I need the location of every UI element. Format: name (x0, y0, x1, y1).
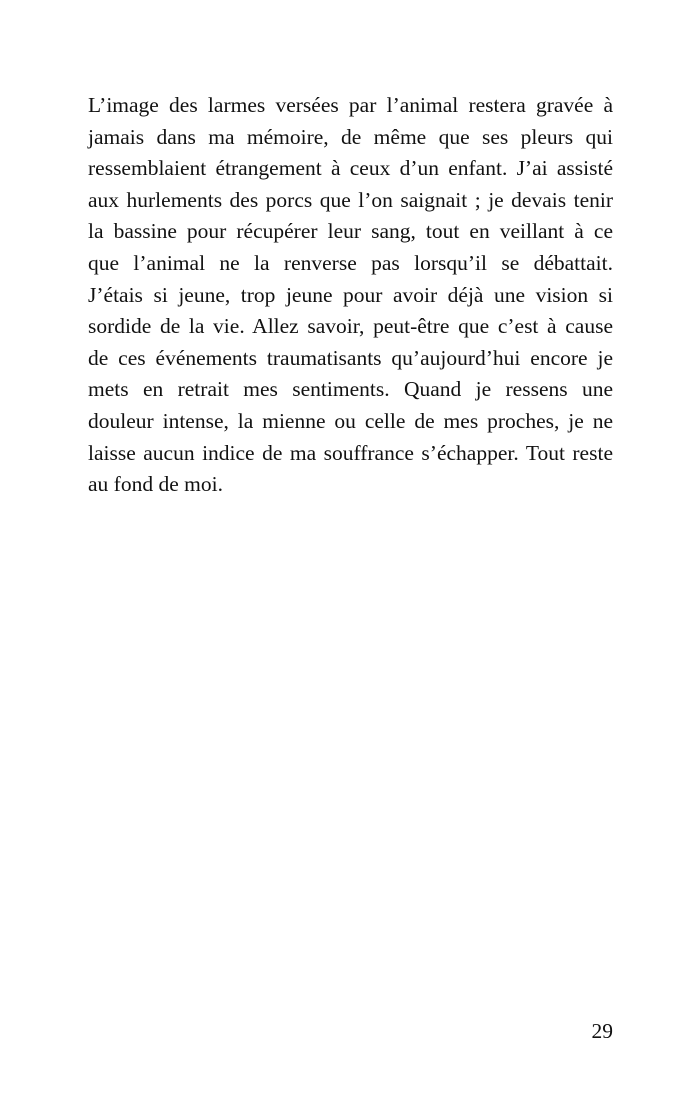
text-line: L’image des larmes versées par l’animal restera gravée à (88, 93, 613, 117)
text-line: laisse aucun indice de ma souffrance s’échapper. Tout reste (88, 440, 613, 465)
text-line: que l’animal ne la renverse pas lorsqu’il se débattait. (88, 250, 613, 275)
text-line: la bassine pour récupérer leur sang, tout en veillant à ce (88, 219, 613, 244)
body-text (88, 90, 613, 501)
text-line: jamais dans ma mémoire, de même que ses pleurs qui (88, 124, 613, 149)
text-line: ressemblaient étrangement à ceux d’un enfant. J’ai assisté (88, 156, 613, 181)
text-line: sordide de la vie. Allez savoir, peut-être que c’est à cause (88, 314, 613, 339)
text-line: aux hurlements des porcs que l’on saignait ; je devais tenir (88, 187, 613, 212)
text-line-last: au fond de moi. (88, 472, 223, 497)
text-line: mets en retrait mes sentiments. Quand je ressens une (88, 377, 613, 402)
page-number: 29 (591, 1019, 613, 1043)
text-line: de ces événements traumatisants qu’aujourd’hui encore je (88, 345, 613, 370)
text-line: J’étais si jeune, trop jeune pour avoir déjà une vision si (88, 282, 613, 307)
text-line: douleur intense, la mienne ou celle de mes proches, je ne (88, 408, 613, 433)
